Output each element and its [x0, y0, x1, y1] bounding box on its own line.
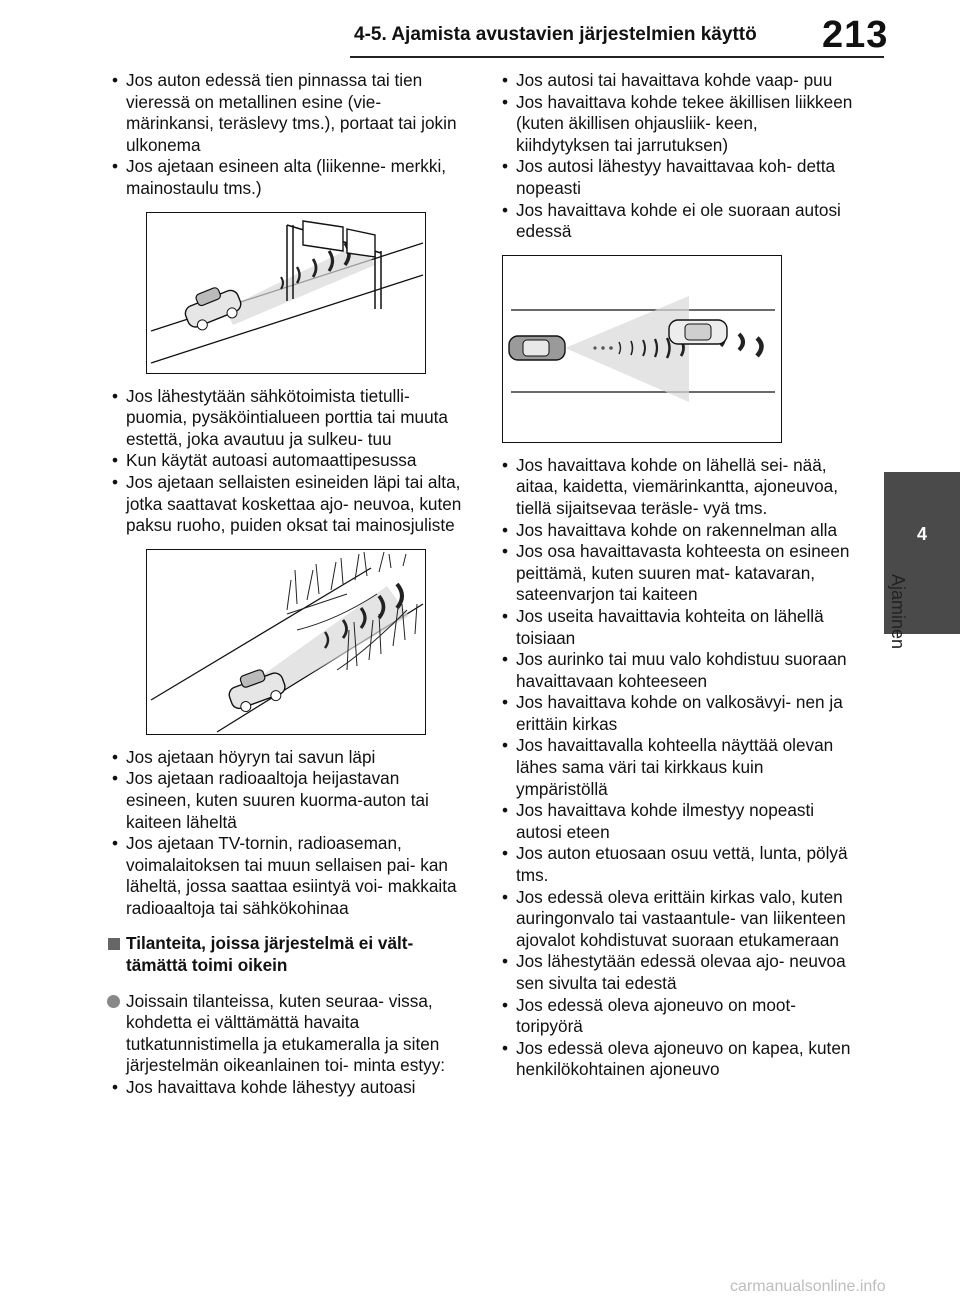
- list-item: • Jos aurinko tai muu valo kohdistuu suoraan havaittavaan kohteeseen: [494, 649, 854, 692]
- list-item: • Jos havaittava kohde tekee äkillisen liikkeen (kuten äkillisen ohjausliik- keen, kiihdytyksen tai jarrutuksen): [494, 92, 854, 157]
- tall-grass-drawing: [147, 550, 425, 734]
- list-item: • Jos ajetaan TV-tornin, radioaseman, voimalaitoksen tai muun sellaisen pai- kan läheltä, jossa saattaa esiintyä voi- makkaita radioaaltoja tai sähkökohinaa: [104, 833, 468, 919]
- list-item: • Jos ajetaan radioaaltoja heijastavan esineen, kuten suuren kuorma-auton tai kaiteen läheltä: [104, 768, 468, 833]
- chapter-title: 4-5. Ajamista avustavien järjestelmien käyttö: [354, 24, 757, 45]
- bullet-list-left-1: [104, 70, 468, 200]
- left-column: [104, 70, 468, 1099]
- bullet-list-left-3: [104, 747, 468, 920]
- list-item: • Jos useita havaittavia kohteita on lähellä toisiaan: [494, 606, 854, 649]
- list-item: • Jos autosi tai havaittava kohde vaap- puu: [494, 70, 854, 92]
- section-heading-text: Tilanteita, joissa järjestelmä ei vält- tämättä toimi oikein: [126, 933, 414, 976]
- list-item: • Kun käytät autoasi automaattipesussa: [104, 450, 468, 472]
- chapter-side-label-text: Ajaminen: [888, 574, 908, 650]
- list-item: • Jos havaittava kohde lähestyy autoasi: [104, 1077, 468, 1099]
- list-item: • Jos havaittava kohde ei ole suoraan autosi edessä: [494, 200, 854, 243]
- paragraph-circle-icon: [107, 995, 120, 1008]
- bullet-list-left-2: [104, 386, 468, 537]
- list-item: • Jos ajetaan sellaisten esineiden läpi tai alta, jotka saattavat koskettaa ajo- neuvoa, kuten paksu ruoho, puiden oksat tai mainosjuliste: [104, 472, 468, 537]
- list-item: • Jos havaittava kohde on valkosävyi- nen ja erittäin kirkas: [494, 692, 854, 735]
- illustration-overhead-sign: [146, 212, 426, 374]
- right-column: [494, 70, 854, 1081]
- offset-vehicle-drawing: [503, 256, 781, 442]
- header-divider: [350, 56, 884, 58]
- list-item: • Jos auton edessä tien pinnassa tai tien vieressä on metallinen esine (vie- märinkansi, teräslevy tms.), portaat tai jokin ulkonema: [104, 70, 468, 156]
- bullet-list-right-2: [494, 455, 854, 1081]
- list-item: • Jos havaittava kohde on rakennelman alla: [494, 520, 854, 542]
- section-square-icon: [108, 938, 120, 950]
- list-item: • Jos edessä oleva ajoneuvo on kapea, kuten henkilökohtainen ajoneuvo: [494, 1038, 854, 1081]
- list-item: • Jos ajetaan esineen alta (liikenne- merkki, mainostaulu tms.): [104, 156, 468, 199]
- illustration-offset-vehicle: [502, 255, 782, 443]
- list-item: • Jos lähestytään edessä olevaa ajo- neuvoa sen sivulta tai edestä: [494, 951, 854, 994]
- list-item: • Jos auton etuosaan osuu vettä, lunta, pölyä tms.: [494, 843, 854, 886]
- list-item: • Jos havaittava kohde ilmestyy nopeasti autosi eteen: [494, 800, 854, 843]
- bullet-list-right-1: [494, 70, 854, 243]
- page-header: [0, 0, 960, 58]
- bullet-list-left-4: [104, 1077, 468, 1099]
- section-heading: [104, 933, 468, 976]
- list-item: • Jos ajetaan höyryn tai savun läpi: [104, 747, 468, 769]
- list-item: • Jos osa havaittavasta kohteesta on esineen peittämä, kuten suuren mat- katavaran, sateenvarjon tai kaiteen: [494, 541, 854, 606]
- list-item: • Jos edessä oleva ajoneuvo on moot- toripyörä: [494, 995, 854, 1038]
- list-item: • Jos havaittavalla kohteella näyttää olevan lähes sama väri tai kirkkaus kuin ympäristöllä: [494, 735, 854, 800]
- chapter-side-label: [888, 574, 916, 684]
- section-paragraph-text: Joissain tilanteissa, kuten seuraa- vissa, kohdetta ei välttämättä havaita tutkatunnistimella ja etukameralla ja siten järjestelmän oikeanlainen toi- minta estyy:: [126, 990, 446, 1076]
- chapter-tab-number: 4: [916, 524, 927, 544]
- watermark-text: carmanualsonline.info: [730, 1278, 886, 1295]
- list-item: • Jos edessä oleva erittäin kirkas valo, kuten auringonvalo tai vastaantule- van liikenteen ajovalot kohdistuvat suoraan etukameraan: [494, 887, 854, 952]
- illustration-tall-grass: [146, 549, 426, 735]
- page-number: 213: [822, 14, 889, 56]
- list-item: • Jos havaittava kohde on lähellä sei- nää, aitaa, kaidetta, viemärinkantta, ajoneuvoa, tiellä sijaitsevaa teräsle- vyä tms.: [494, 455, 854, 520]
- list-item: • Jos autosi lähestyy havaittavaa koh- detta nopeasti: [494, 156, 854, 199]
- overhead-sign-drawing: [147, 213, 425, 373]
- section-paragraph: [104, 991, 468, 1077]
- list-item: • Jos lähestytään sähkötoimista tietulli- puomia, pysäköintialueen porttia tai muuta estettä, joka avautuu ja sulkeu- tuu: [104, 386, 468, 451]
